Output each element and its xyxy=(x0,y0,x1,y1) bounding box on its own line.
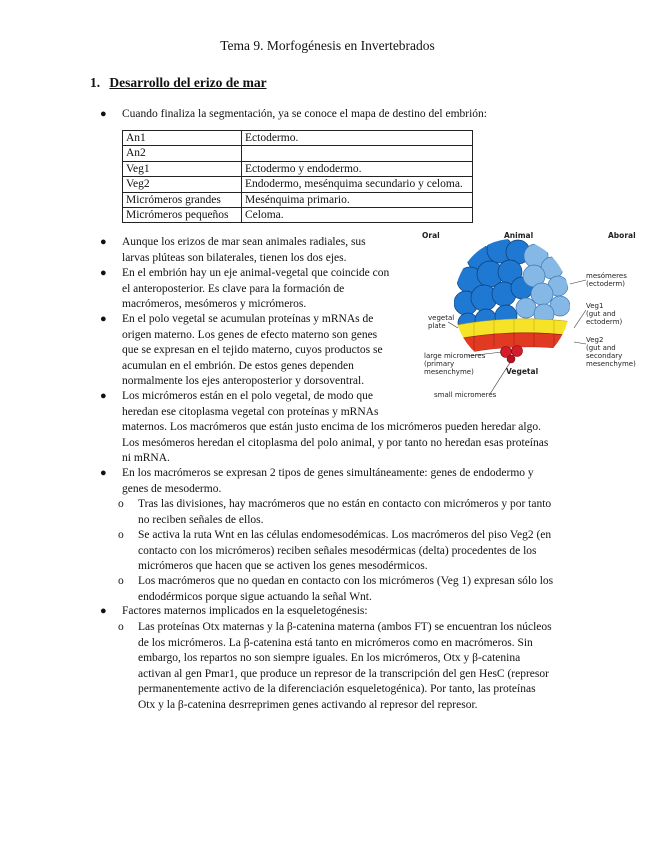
label-line: (gut and xyxy=(586,310,616,318)
bullet-icon: ● xyxy=(100,390,107,402)
text-line: que se expresan en el tejido materno, cuyos productos se xyxy=(122,344,383,357)
text-line: activan al gen Pmar1, que produce un represor de la transcripción del gen HesC (represor xyxy=(138,667,549,680)
label-line: (primary xyxy=(424,360,455,368)
text-line: micrómeros que hacen que se activen los genes mesodérmicos. xyxy=(138,560,428,573)
text-line: endodérmicos porque sigue actuando la señal Wnt. xyxy=(138,590,372,603)
text-line: En los macrómeros se expresan 2 tipos de genes simultáneamente: genes de endodermo y xyxy=(122,467,534,479)
section-number: 1. xyxy=(90,75,101,90)
bullet-text: Factores maternos implicados en la esqueletogénesis: xyxy=(122,605,368,617)
label-line: (ectoderm) xyxy=(586,280,625,288)
label-small-micromeres: small micromeres xyxy=(434,391,497,399)
text-line: Otx y la β-catenina desrreprimen genes activando al represor del represor. xyxy=(138,698,478,711)
label-oral: Oral xyxy=(422,231,440,240)
table-cell-fate: Celoma. xyxy=(242,207,473,222)
text-line: de los micrómeros. La β-catenina está tanto en micrómeros como en macrómeros. Sin xyxy=(138,636,533,649)
label-line: secondary xyxy=(586,352,623,360)
text-line: heredan ese citoplasma vegetal con proteínas y mRNAs xyxy=(122,405,379,418)
bullet-icon: ● xyxy=(100,313,107,325)
subbullet-icon: o xyxy=(118,621,124,633)
label-line: (gut and xyxy=(586,344,616,352)
table-row xyxy=(123,146,473,161)
label-aboral: Aboral xyxy=(608,231,636,240)
text-line: acumulan en el embrión. De estos genes dependen xyxy=(122,359,354,372)
text-line: Los macrómeros que no quedan en contacto con los micrómeros (Veg 1) expresan sólo los xyxy=(138,575,554,587)
label-line: mesenchyme) xyxy=(586,360,636,368)
label-vegetal: Vegetal xyxy=(506,367,539,376)
label-line: mesenchyme) xyxy=(424,368,474,376)
bullet-text: Cuando finaliza la segmentación, ya se conoce el mapa de destino del embrión: xyxy=(122,108,487,120)
label-line: vegetal xyxy=(428,314,455,322)
table-cell-fate xyxy=(242,146,473,161)
table-cell-cell: Veg1 xyxy=(123,161,242,176)
embryo-fate-map-figure xyxy=(418,228,640,406)
text-line: larvas plúteas son bilaterales, tienen los dos ejes. xyxy=(122,251,347,264)
text-line: embargo, los repartos no son siempre iguales. En los micrómeros, Otx y β-catenina xyxy=(138,652,521,665)
text-line: Tras las divisiones, hay macrómeros que no están en contacto con micrómeros y por tanto xyxy=(138,498,552,510)
text-line: Aunque los erizos de mar sean animales radiales, sus xyxy=(122,236,366,248)
table-cell-fate: Ectodermo y endodermo. xyxy=(242,161,473,176)
label-large-micromeres xyxy=(424,352,485,376)
bullet-icon: ● xyxy=(100,108,107,120)
text-line: maternos. Los macrómeros que están justo encima de los micrómeros pueden heredar algo. xyxy=(122,421,541,434)
text-line: Los micrómeros están en el polo vegetal, de modo que xyxy=(122,390,374,402)
text-line: En el polo vegetal se acumulan proteínas y mRNAs de xyxy=(122,313,374,325)
label-line: Veg2 xyxy=(586,336,604,344)
text-line: contacto con los micrómeros) reciben señales mesodérmicas (delta) procedentes de los xyxy=(138,544,537,557)
text-line: macrómeros, mesómeros y micrómeros. xyxy=(122,298,307,311)
text-line: ni mRNA. xyxy=(122,452,170,465)
label-veg1 xyxy=(586,302,622,326)
label-mesomeres xyxy=(586,272,627,288)
label-line: mesómeres xyxy=(586,272,627,280)
page-title: Tema 9. Morfogénesis en Invertebrados xyxy=(220,38,435,53)
table-cell-fate: Ectodermo. xyxy=(242,131,473,146)
subbullet-icon: o xyxy=(118,529,124,541)
table-row xyxy=(123,207,473,222)
table-cell-cell: An1 xyxy=(123,131,242,146)
label-line: large micromeres xyxy=(424,352,486,360)
table-cell-fate: Mesénquima primario. xyxy=(242,192,473,207)
table-cell-cell: An2 xyxy=(123,146,242,161)
text-line: Las proteínas Otx maternas y la β-catenina materna (ambos FT) se encuentran los núcleos xyxy=(138,621,552,633)
text-line: normalmente los ejes anteroposterior y dorsoventral. xyxy=(122,375,365,388)
text-line: Se activa la ruta Wnt en las células endomesodémicas. Los macrómeros del piso Veg2 (en xyxy=(138,529,552,541)
label-vegetal-plate xyxy=(428,314,454,330)
fate-map-table xyxy=(122,130,473,223)
bullet-icon: ● xyxy=(100,467,107,479)
text-line: origen materno. Los genes de efecto materno son genes xyxy=(122,328,378,341)
bullet-icon: ● xyxy=(100,267,107,279)
label-line: plate xyxy=(428,322,446,330)
table-row xyxy=(123,177,473,192)
bullet-icon: ● xyxy=(100,236,107,248)
table-cell-fate: Endodermo, mesénquima secundario y celoma. xyxy=(242,177,473,192)
text-line: genes de mesodermo. xyxy=(122,482,222,495)
section-heading xyxy=(90,75,267,91)
table-cell-cell: Veg2 xyxy=(123,177,242,192)
label-veg2 xyxy=(586,336,636,368)
subbullet-icon: o xyxy=(118,575,124,587)
section-title: Desarrollo del erizo de mar xyxy=(109,75,267,90)
bullet-icon: ● xyxy=(100,605,107,617)
table-cell-cell: Micrómeros grandes xyxy=(123,192,242,207)
text-line: permanentemente activo de la diferenciación esqueletogénica). Por tanto, las proteínas xyxy=(138,683,536,696)
text-line: no reciben señales de ellos. xyxy=(138,513,264,526)
label-line: ectoderm) xyxy=(586,318,623,326)
table-row xyxy=(123,192,473,207)
text-line: el anteroposterior. Es clave para la formación de xyxy=(122,282,345,295)
text-line: Los mesómeros heredan el citoplasma del polo animal, y por tanto no heredan esas proteínas xyxy=(122,436,549,449)
text-line: En el embrión hay un eje animal-vegetal que coincide con xyxy=(122,267,390,279)
subbullet-icon: o xyxy=(118,498,124,510)
label-line: Veg1 xyxy=(586,302,604,310)
table-cell-cell: Micrómeros pequeños xyxy=(123,207,242,222)
table-row xyxy=(123,131,473,146)
label-animal: Animal xyxy=(504,231,534,240)
table-row xyxy=(123,161,473,176)
